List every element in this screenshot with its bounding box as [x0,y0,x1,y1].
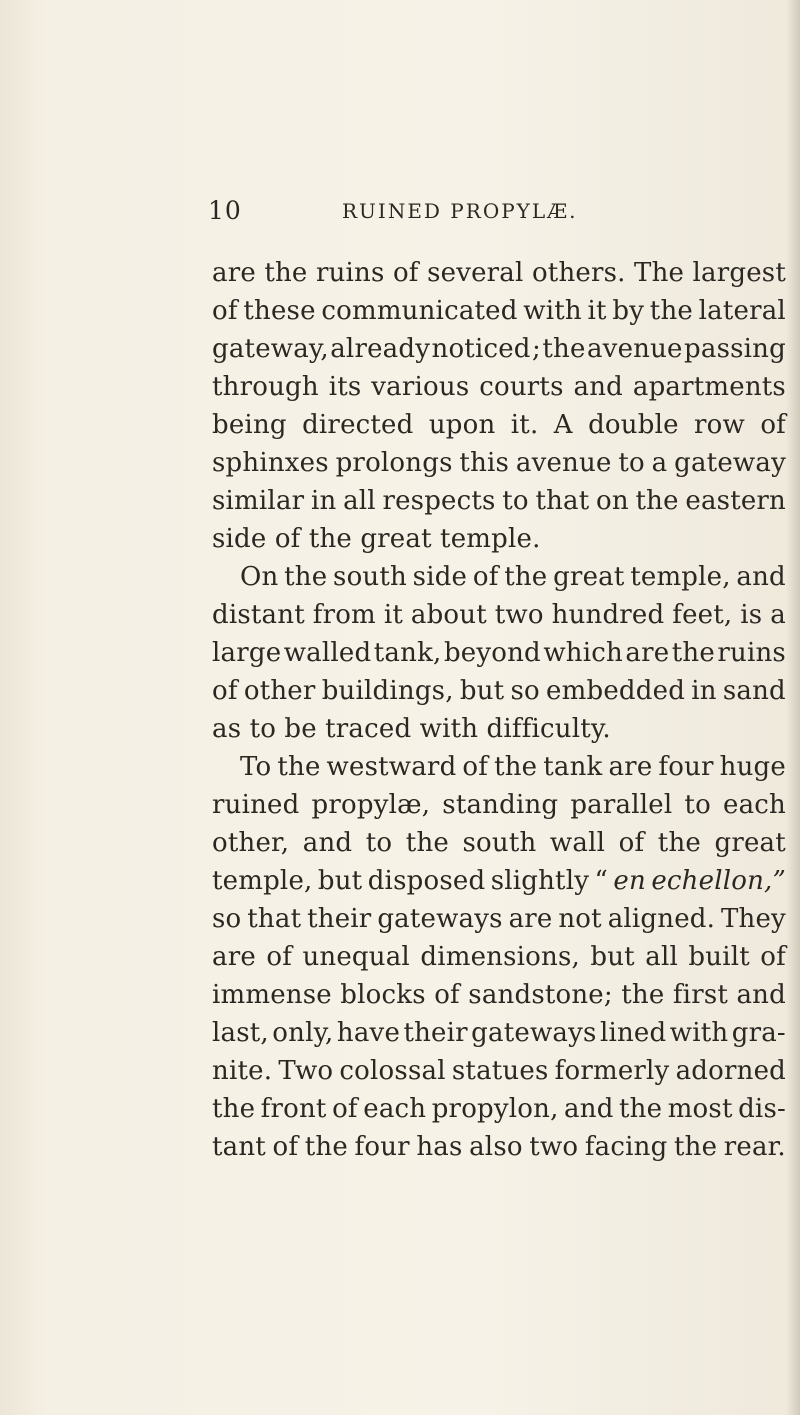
text-line: tant of the four has also two facing the rear. [212,1132,786,1162]
text-line: being directed upon it. A double row of [212,410,786,440]
running-title: RUINED PROPYLÆ. [342,199,578,223]
text-line: the front of each propylon, and the most dis- [212,1094,786,1124]
text-line: distant from it about two hundred feet, is a [212,600,786,630]
text-line: of these communicated with it by the lateral [212,296,786,326]
text-line: of other buildings, but so embedded in sand [212,676,786,706]
page-edge-shadow [786,0,800,1415]
running-head [208,196,788,232]
text-line: large walled tank, beyond which are the ruins [212,638,786,668]
text-line: nite. Two colossal statues formerly adorned [212,1056,786,1086]
text-line: gateway, already noticed ; the avenue passing [212,334,786,364]
text-line: as to be traced with difficulty. [212,714,611,744]
text-line: other, and to the south wall of the great [212,828,786,858]
page-number: 10 [208,196,242,225]
text-line: temple, but disposed slightly “ en echellon,” [212,866,786,896]
text-line: To the westward of the tank are four huge [240,752,786,782]
text-line: are of unequal dimensions, but all built of [212,942,786,972]
text-line: so that their gateways are not aligned. They [212,904,786,934]
text-line: sphinxes prolongs this avenue to a gateway [212,448,786,478]
text-line: ruined propylæ, standing parallel to each [212,790,786,820]
text-line: On the south side of the great temple, and [240,562,786,592]
text-line: last, only, have their gateways lined with gra- [212,1018,786,1048]
text-line: similar in all respects to that on the eastern [212,486,786,516]
text-line: side of the great temple. [212,524,541,554]
text-line: are the ruins of several others. The largest [212,258,786,288]
body-text [212,254,786,1166]
text-line: through its various courts and apartments [212,372,786,402]
text-line: immense blocks of sandstone; the first and [212,980,786,1010]
